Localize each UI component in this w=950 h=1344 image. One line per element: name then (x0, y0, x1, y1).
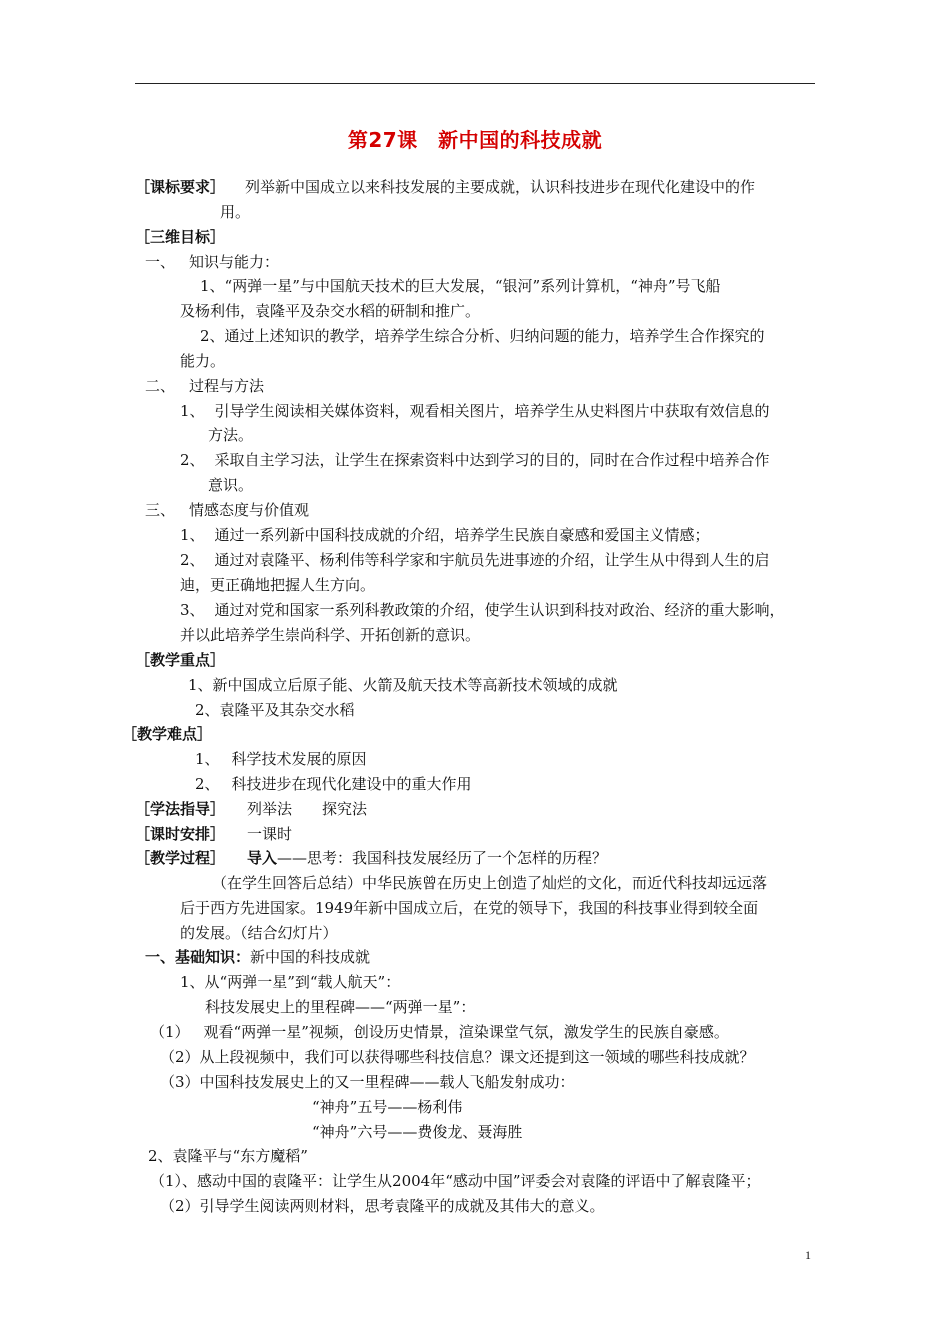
s2-item1-cont: 方法。 (208, 426, 254, 444)
nandian-item1-text: 科学技术发展的原因 (231, 750, 367, 768)
nandian-item1-num: 1、 (195, 750, 220, 768)
jichu-r1: （1）、感动中国的袁隆平：让学生从2004年“感动中国”评委会对袁隆的评语中了解袁隆平； (150, 1172, 761, 1190)
keshi-text: 一课时 (247, 825, 293, 843)
s2-item2-text: 采取自主学习法，让学生在探索资料中达到学习的目的，同时在合作过程中培养合作 (214, 451, 770, 469)
s3-item2-num: 2、 (180, 551, 205, 569)
s2-item2-cont: 意识。 (208, 476, 254, 494)
q1-num: （1） (150, 1023, 190, 1041)
s1-item1-cont: 及杨利伟，袁隆平及杂交水稻的研制和推广。 (180, 302, 481, 320)
page-number: 1 (805, 1248, 811, 1262)
keshi-label: ［课时安排］ (135, 825, 226, 843)
s2-item2-num: 2、 (180, 451, 205, 469)
s3-item2 (180, 549, 770, 571)
s3-item1 (180, 524, 710, 546)
jichu-q2: （2）从上段视频中，我们可以获得哪些科技信息？课文还提到这一领域的哪些科技成就？ (160, 1048, 755, 1066)
zhongdian-item2: 2、袁隆平及其杂交水稻 (195, 701, 355, 719)
s1-num: 一、 (145, 253, 176, 271)
jichu-text: 新中国的科技成就 (250, 948, 371, 966)
kebiao-text: 列举新中国成立以来科技发展的主要成就，认识科技进步在现代化建设中的作 (245, 178, 756, 196)
s3-item1-num: 1、 (180, 526, 205, 544)
intro-rest: ——思考：我国科技发展经历了一个怎样的历程？ (277, 849, 608, 867)
s3-title: 情感态度与价值观 (189, 501, 310, 519)
s2-item1-num: 1、 (180, 402, 205, 420)
s3-item1-text: 通过一系列新中国科技成就的介绍，培养学生民族自豪感和爱国主义情感； (214, 526, 710, 544)
s3-item3-num: 3、 (180, 601, 205, 619)
keshi-line (135, 823, 292, 845)
nandian-item2 (195, 773, 472, 795)
jichu-h1: 1、从“两弹一星”到“载人航天”： (180, 973, 401, 991)
page-title: 第27课 新中国的科技成就 (347, 128, 603, 152)
nandian-item1 (195, 748, 367, 770)
s1-item1: 1、“两弹一星”与中国航天技术的巨大发展，“银河”系列计算机，“神舟”号飞船 (200, 277, 721, 295)
xuefa-line (135, 798, 367, 820)
shenzhou5: “神舟”五号——杨利伟 (312, 1098, 463, 1116)
guocheng-p2: 后于西方先进国家。1949年新中国成立后，在党的领导下，我国的科技事业得到较全面 (180, 899, 759, 917)
header-rule (135, 83, 815, 84)
kebiao-line (135, 176, 755, 198)
jichu-h1-sub: 科技发展史上的里程碑——“两弹一星”： (205, 998, 476, 1016)
jichu-h2: 2、袁隆平与“东方魔稻” (148, 1147, 308, 1165)
s3-item3-cont: 并以此培养学生崇尚科学、开拓创新的意识。 (180, 626, 481, 644)
guocheng-p3: 的发展。（结合幻灯片） (180, 924, 338, 942)
jichu-r2: （2）引导学生阅读两则材料，思考袁隆平的成就及其伟大的意义。 (160, 1197, 605, 1215)
s1-heading (145, 251, 279, 273)
nandian-label: ［教学难点］ (122, 725, 213, 743)
jichu-q3: （3）中国科技发展史上的又一里程碑——载人飞船发射成功： (160, 1073, 575, 1091)
intro-bold: 导入 (247, 849, 278, 867)
s3-item3 (180, 599, 785, 621)
nandian-item2-text: 科技进步在现代化建设中的重大作用 (231, 775, 472, 793)
s2-num: 二、 (145, 377, 176, 395)
zhongdian-item1: 1、新中国成立后原子能、火箭及航天技术等高新技术领域的成就 (188, 676, 618, 694)
nandian-item2-num: 2、 (195, 775, 220, 793)
q1-text: 观看“两弹一星”视频，创设历史情景，渲染课堂气氛，激发学生的民族自豪感。 (203, 1023, 729, 1041)
s3-num: 三、 (145, 501, 176, 519)
guocheng-p1: （在学生回答后总结）中华民族曾在历史上创造了灿烂的文化，而近代科技却远远落 (212, 874, 768, 892)
kebiao-text-cont: 用。 (220, 203, 251, 221)
jichu-line (145, 946, 370, 968)
zhongdian-label: ［教学重点］ (135, 651, 226, 669)
shenzhou6: “神舟”六号——费俊龙、聂海胜 (312, 1123, 523, 1141)
jichu-q1 (150, 1021, 729, 1043)
s3-item2-cont: 迪，更正确地把握人生方向。 (180, 576, 376, 594)
xuefa-text: 列举法 探究法 (247, 800, 368, 818)
s3-item2-text: 通过对袁隆平、杨利伟等科学家和宇航员先进事迹的介绍，让学生从中得到人生的启 (214, 551, 770, 569)
s2-title: 过程与方法 (189, 377, 265, 395)
guocheng-label: ［教学过程］ (135, 849, 226, 867)
sanwei-label: ［三维目标］ (135, 228, 226, 246)
s2-item2 (180, 449, 770, 471)
s2-item1 (180, 400, 770, 422)
guocheng-line (135, 847, 607, 869)
kebiao-label: ［课标要求］ (135, 178, 226, 196)
s1-item2: 2、通过上述知识的教学，培养学生综合分析、归纳问题的能力，培养学生合作探究的 (200, 327, 765, 345)
s2-item1-text: 引导学生阅读相关媒体资料，观看相关图片，培养学生从史料图片中获取有效信息的 (214, 402, 770, 420)
xuefa-label: ［学法指导］ (135, 800, 226, 818)
s1-item2-cont: 能力。 (180, 352, 226, 370)
s3-heading (145, 499, 309, 521)
s2-heading (145, 375, 264, 397)
s1-title: 知识与能力： (189, 253, 280, 271)
jichu-label: 一、基础知识： (145, 948, 251, 966)
s3-item3-text: 通过对党和国家一系列科教政策的介绍，使学生认识到科技对政治、经济的重大影响， (214, 601, 785, 619)
